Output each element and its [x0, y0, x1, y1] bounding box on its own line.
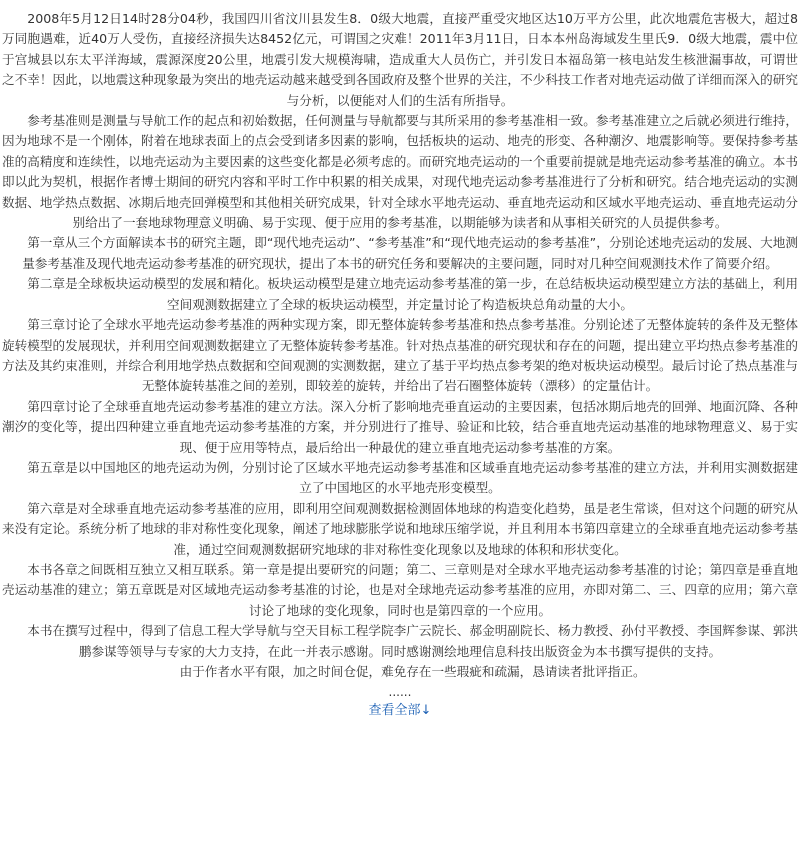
view-all-container: [2, 702, 798, 720]
paragraph: 第四章讨论了全球垂直地壳运动参考基准的建立方法。深入分析了影响地壳垂直运动的主要因素，包括冰期后地壳的回弹、地面沉降、各种潮汐的变化等，提出四种建立垂直地壳运动参考基准的方案，并分别进行了推导、验证和比较，结合垂直地壳运动基准的地球物理意义、易于实现、便于应用等特点，最后给出一种最优的建立垂直地壳运动参考基准的方案。: [2, 398, 798, 455]
paragraph: 第二章是全球板块运动模型的发展和精化。板块运动模型是建立地壳运动参考基准的第一步，在总结板块运动模型建立方法的基础上，利用空间观测数据建立了全球的板块运动模型，并定量讨论了构造板块总角动量的大小。: [27, 276, 798, 312]
paragraph: 本书各章之间既相互独立又相互联系。第一章是提出要研究的问题；第二、三章则是对全球水平地壳运动参考基准的讨论；第四章是垂直地壳运动基准的建立；第五章既是对区域地壳运动参考基准的讨论，也是对全球地壳运动参考基准的应用，亦即对第二、三、四章的应用；第六章讨论了地球的变化现象，同时也是第四章的一个应用。: [2, 561, 798, 618]
arrow-down-icon: ↓: [420, 703, 432, 719]
paragraph: 本书在撰写过程中，得到了信息工程大学导航与空天目标工程学院李广云院长、郝金明副院长、杨力教授、孙付平教授、李国辉参谋、郭洪鹏参谋等领导与专家的大力支持，在此一并表示感谢。同时感谢测绘地理信息科技出版资金为本书撰写提供的支持。: [27, 623, 798, 659]
ellipsis: ......: [388, 685, 412, 700]
preface-content: [2, 9, 798, 720]
view-all-link[interactable]: [369, 703, 432, 718]
paragraph: 第五章是以中国地区的地壳运动为例，分别讨论了区域水平地壳运动参考基准和区域垂直地壳运动参考基准的建立方法，并利用实测数据建立了中国地区的水平地壳形变模型。: [27, 459, 798, 496]
paragraph: 第一章从三个方面解读本书的研究主题，即“现代地壳运动”、“参考基准”和“现代地壳运动的参考基准”，分别论述地壳运动的发展、大地测量参考基准及现代地壳运动参考基准的研究现状，提出了本书的研究任务和要解决的主要问题，同时对几种空间观测技术作了简要介绍。: [22, 235, 798, 271]
paragraph: 参考基准则是测量与导航工作的起点和初始数据，任何测量与导航都要与其所采用的参考基准相一致。参考基准建立之后就必须进行维持，因为地球不是一个刚体，附着在地球表面上的点会受到诸多因素的影响，包括板块的运动、地壳的形变、各种潮汐、地震影响等。要保持参考基准的高精度和连续性，以地壳运动为主要因素的这些变化都是必须考虑的。而研究地壳运动的一个重要前提就是地壳运动参考基准的确立。本书即以此为契机，根据作者博士期间的研究内容和平时工作中积累的相关成果，对现代地壳运动参考基准进行了分析和研究。结合地壳运动的实测数据、地学热点数据、冰期后地壳回弹模型和其他相关研究成果，针对全球水平地壳运动、垂直地壳运动和区域水平地壳运动、垂直地壳运动分别给出了一套地球物理意义明确、易于实现、便于应用的参考基准，以期能够为读者和从事相关研究的人员提供参考。: [2, 113, 798, 231]
view-all-label: 查看全部: [368, 703, 421, 719]
paragraph: 第三章讨论了全球水平地壳运动参考基准的两种实现方案，即无整体旋转参考基准和热点参考基准。分别论述了无整体旋转的条件及无整体旋转模型的发展现状，并利用空间观测数据建立了无整体旋转参考基准。针对热点基准的研究现状和存在的问题，提出建立平均热点参考基准的方法及其约束准则，并综合利用地学热点数据和空间观测的实测数据，建立了基于平均热点参考架的绝对板块运动模型。最后讨论了热点基准与无整体旋转基准之间的差别，即较差的旋转，并给出了岩石圈整体旋转（漂移）的定量估计。: [2, 317, 798, 394]
paragraph: 由于作者水平有限，加之时间仓促，难免存在一些瑕疵和疏漏，恳请读者批评指正。: [179, 664, 646, 679]
paragraph: 第六章是对全球垂直地壳运动参考基准的应用，即利用空间观测数据检测固体地球的构造变化趋势，虽是老生常谈，但对这个问题的研究从来没有定论。系统分析了地球的非对称性变化现象，阐述了地球膨胀学说和地球压缩学说，并且利用本书第四章建立的全球垂直地壳运动参考基准，通过空间观测数据研究地球的非对称性变化现象以及地球的体积和形状变化。: [2, 500, 798, 557]
paragraph: 2008年5月12日14时28分04秒，我国四川省汶川县发生8．0级大地震，直接严重受灾地区达10万平方公里，此次地震危害极大，超过8万同胞遇难，近40万人受伤，直接经济损失达8452亿元，可谓国之灾难！2011年3月11日，日本本州岛海域发生里氏9．0级大地震，震中位于宫城县以东太平洋海域，震源深度20公里，地震引发大规模海啸，造成重大人员伤亡，并引发日本福岛第一核电站发生核泄漏事故，可谓世之不幸！因此，以地震这种现象最为突出的地壳运动越来越受到各国政府及整个世界的关注，不少科技工作者对地壳运动做了详细而深入的研究与分析，以便能对人们的生活有所指导。: [2, 11, 798, 108]
